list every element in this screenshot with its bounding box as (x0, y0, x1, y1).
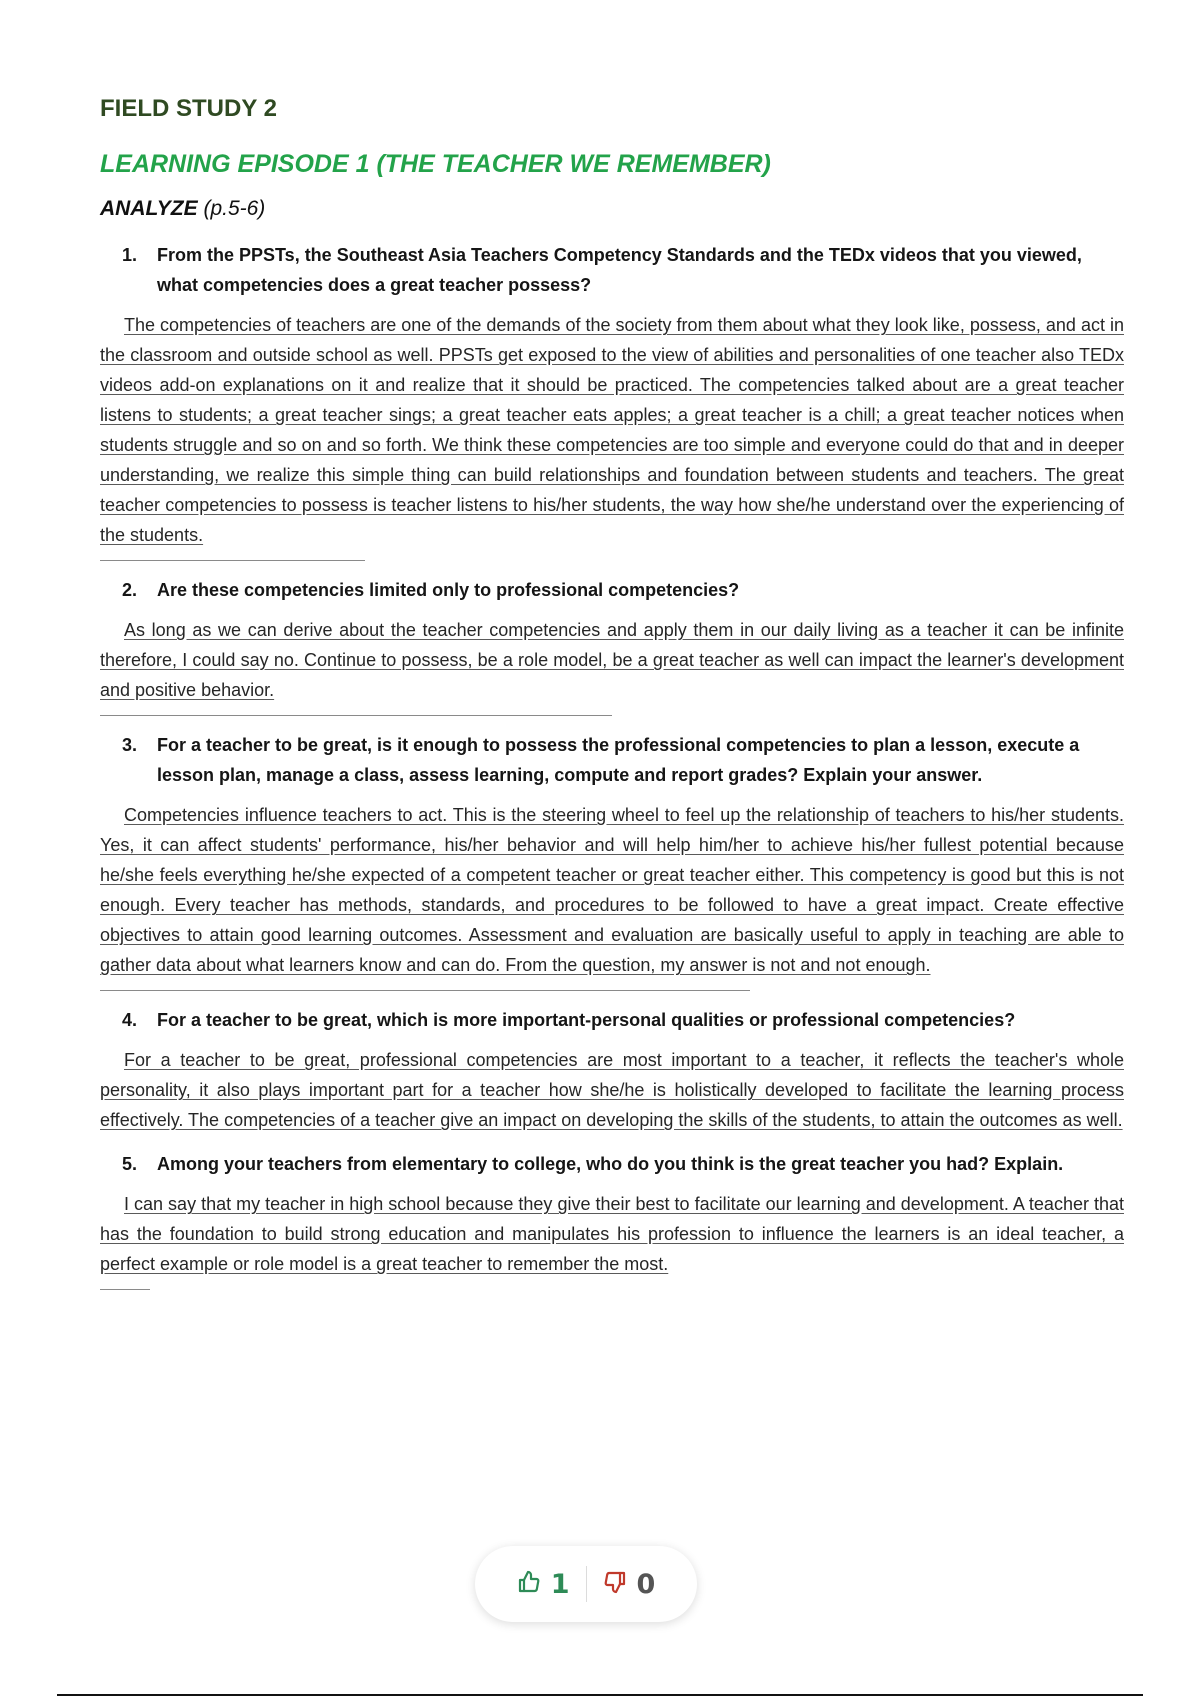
answer-text: For a teacher to be great, professional competencies are most important to a teacher, it reflects the teacher's whole personality, it also plays important part for a teacher how she/he is holistically developed to facilitate the learning process effectively. The competencies of a teacher give an impact on developing the skills of the students, to attain the outcomes as well. (100, 1050, 1124, 1130)
downvote-button[interactable] (587, 1569, 672, 1600)
question-number: 3. (122, 735, 138, 755)
question-number: 2. (122, 580, 138, 600)
question-text: For a teacher to be great, is it enough to possess the professional competencies to plan a lesson, execute a lesson plan, manage a class, assess learning, compute and report grades? Explain your answer. (157, 735, 1080, 785)
document-page (100, 92, 1124, 1304)
question-1 (100, 240, 1124, 300)
vote-bar (475, 1546, 697, 1622)
answer-text: Competencies influence teachers to act. This is the steering wheel to feel up the relationship of teachers to his/her students. Yes, it can affect students' performance, his/her behavior and will help him/her to achieve his/her fullest potential because he/she feels everything he/she expected of a competent teacher or great teacher either. This competency is good but this is not enough. Every teacher has methods, standards, and procedures to be followed to have a great impact. Create effective objectives to attain good learning outcomes. Assessment and evaluation are basically useful to apply in teaching are able to gather data about what learners know and can do. From the question, my answer is not and not enough. (100, 805, 1124, 975)
question-5 (100, 1149, 1124, 1179)
question-text: Are these competencies limited only to professional competencies? (157, 580, 740, 600)
answer-2 (100, 615, 1124, 716)
course-title: FIELD STUDY 2 (100, 95, 277, 122)
answer-4 (100, 1045, 1124, 1135)
thumbs-up-icon (517, 1570, 541, 1599)
downvote-count: 0 (636, 1568, 656, 1600)
answer-underline (100, 560, 365, 561)
question-2 (100, 575, 1124, 605)
question-text: From the PPSTs, the Southeast Asia Teachers Competency Standards and the TEDx videos that you viewed, what competencies does a great teacher possess? (157, 245, 1082, 295)
answer-text: I can say that my teacher in high school because they give their best to facilitate our learning and development. A teacher that has the foundation to build strong education and manipulates his profession to influence the learners is an ideal teacher, a perfect example or role model is a great teacher to remember the most. (100, 1194, 1124, 1274)
question-number: 4. (122, 1010, 138, 1030)
section-title (100, 194, 1124, 224)
episode-title: LEARNING EPISODE 1 (THE TEACHER WE REMEMBER) (100, 150, 771, 178)
page-bottom-divider (57, 1694, 1143, 1696)
answer-3 (100, 800, 1124, 991)
question-text: Among your teachers from elementary to college, who do you think is the great teacher you had? Explain. (157, 1154, 1064, 1174)
question-text: For a teacher to be great, which is more important-personal qualities or professional competencies? (157, 1010, 1016, 1030)
answer-underline (100, 715, 612, 716)
answer-underline (100, 990, 750, 991)
answer-underline (100, 1289, 150, 1290)
section-label: ANALYZE (100, 197, 198, 220)
upvote-button[interactable] (501, 1569, 586, 1600)
section-pages: (p.5-6) (203, 197, 266, 220)
upvote-count: 1 (550, 1568, 570, 1600)
answer-text: The competencies of teachers are one of the demands of the society from them about what they look like, possess, and act in the classroom and outside school as well. PPSTs get exposed to the view of abilities and personalities of one teacher also TEDx videos add-on explanations on it and realize that it should be practiced. The competencies talked about are a great teacher listens to students; a great teacher sings; a great teacher eats apples; a great teacher is a chill; a great teacher notices when students struggle and so on and so forth. We think these competencies are too simple and everyone could do that and in deeper understanding, we realize this simple thing can build relationships and foundation between students and teachers. The great teacher competencies to possess is teacher listens to his/her students, the way how she/he understand over the experiencing of the students. (100, 315, 1124, 545)
answer-5 (100, 1189, 1124, 1290)
question-number: 5. (122, 1154, 138, 1174)
answer-text: As long as we can derive about the teacher competencies and apply them in our daily living as a teacher it can be infinite therefore, I could say no. Continue to possess, be a role model, be a great teacher as well can impact the learner's development and positive behavior. (100, 620, 1124, 700)
thumbs-down-icon (603, 1570, 627, 1599)
question-number: 1. (122, 245, 138, 265)
question-4 (100, 1005, 1124, 1035)
question-3 (100, 730, 1124, 790)
answer-1 (100, 310, 1124, 561)
